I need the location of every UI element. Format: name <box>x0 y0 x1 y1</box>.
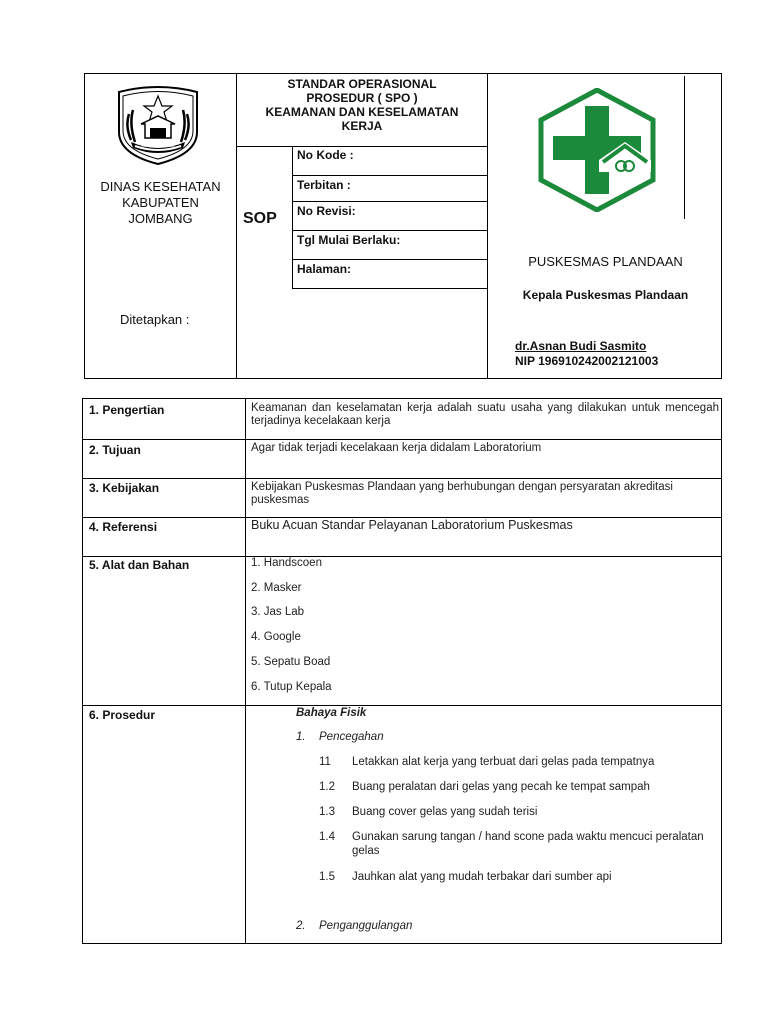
header-divider <box>487 74 488 378</box>
field-halaman: Halaman: <box>297 262 352 276</box>
section-label-kebijakan: 3. Kebijakan <box>89 481 160 495</box>
emblem-text: KABUPATEN JOMBANG <box>141 144 175 148</box>
content-divider <box>83 705 721 706</box>
content-divider <box>83 439 721 440</box>
step-pencegahan: Pencegahan <box>319 731 384 743</box>
header-divider <box>236 146 487 147</box>
section-text-tujuan: Agar tidak terjadi kecelakaan kerja didalam Laboratorium <box>251 442 542 454</box>
step-number: 1. <box>296 731 306 743</box>
header-divider <box>292 288 487 289</box>
section-label-tujuan: 2. Tujuan <box>89 443 141 457</box>
field-no-revisi: No Revisi: <box>297 204 356 218</box>
substep-text: Gunakan sarung tangan / hand scone pada waktu mencuci peralatan gelas <box>352 831 704 857</box>
header-divider <box>292 146 293 288</box>
substep-text: Buang cover gelas yang sudah terisi <box>352 806 538 818</box>
field-terbitan: Terbitan : <box>297 178 351 192</box>
substep-text: Buang peralatan dari gelas yang pecah ke tempat sampah <box>352 781 650 793</box>
puskesmas-logo-icon <box>535 88 659 212</box>
section-label-prosedur: 6. Prosedur <box>89 708 156 722</box>
substep-number: 11 <box>319 756 331 768</box>
field-no-kode: No Kode : <box>297 148 354 162</box>
header-divider <box>292 201 487 202</box>
puskesmas-name: PUSKESMAS PLANDAAN <box>528 254 683 269</box>
section-text-pengertian: Keamanan dan keselamatan kerja adalah suatu usaha yang dilakukan untuk mencegah terjadinya kecelakaan kerja <box>251 402 719 427</box>
content-divider <box>83 478 721 479</box>
agency-name: DINAS KESEHATAN KABUPATEN JOMBANG <box>100 179 221 226</box>
list-item: 3. Jas Lab <box>251 606 305 618</box>
substep-number: 1.4 <box>319 831 335 843</box>
list-item: 4. Google <box>251 631 301 643</box>
sop-header-table <box>84 73 722 379</box>
section-label-alat-bahan: 5. Alat dan Bahan <box>89 558 190 572</box>
doctor-name: dr.Asnan Budi Sasmito <box>515 339 647 353</box>
substep-text: Letakkan alat kerja yang terbuat dari gelas pada tempatnya <box>352 756 655 768</box>
substep-number: 1.2 <box>319 781 335 793</box>
header-divider <box>292 259 487 260</box>
sop-title: STANDAR OPERASIONAL PROSEDUR ( SPO ) KEAMANAN DAN KESELAMATAN KERJA <box>265 77 459 133</box>
list-item: 5. Sepatu Boad <box>251 656 331 668</box>
step-number: 2. <box>296 920 306 932</box>
section-label-pengertian: 1. Pengertian <box>89 403 165 417</box>
substep-number: 1.3 <box>319 806 335 818</box>
field-tgl-mulai: Tgl Mulai Berlaku: <box>297 233 401 247</box>
logo-border-line <box>684 76 685 219</box>
prosedur-heading: Bahaya Fisik <box>296 707 367 719</box>
section-label-referensi: 4. Referensi <box>89 520 158 534</box>
header-divider <box>292 175 487 176</box>
regency-emblem-icon <box>113 84 203 166</box>
sop-content-table <box>82 398 722 944</box>
doctor-nip: NIP 196910242002121003 <box>515 354 659 368</box>
kepala-title: Kepala Puskesmas Plandaan <box>522 288 689 302</box>
substep-text: Jauhkan alat yang mudah terbakar dari sumber api <box>352 871 612 883</box>
sop-label: SOP <box>243 210 277 227</box>
content-divider <box>83 556 721 557</box>
section-text-referensi: Buku Acuan Standar Pelayanan Laboratorium Puskesmas <box>251 518 573 532</box>
list-item: 2. Masker <box>251 582 302 594</box>
section-text-kebijakan: Kebijakan Puskesmas Plandaan yang berhubungan dengan persyaratan akreditasi puskesmas <box>251 481 673 506</box>
list-item: 1. Handscoen <box>251 557 322 569</box>
step-penganggulangan: Penganggulangan <box>319 920 413 932</box>
header-divider <box>292 230 487 231</box>
ditetapkan-label: Ditetapkan : <box>120 312 190 327</box>
substep-number: 1.5 <box>319 871 335 883</box>
list-item: 6. Tutup Kepala <box>251 681 332 693</box>
content-divider <box>245 399 246 943</box>
